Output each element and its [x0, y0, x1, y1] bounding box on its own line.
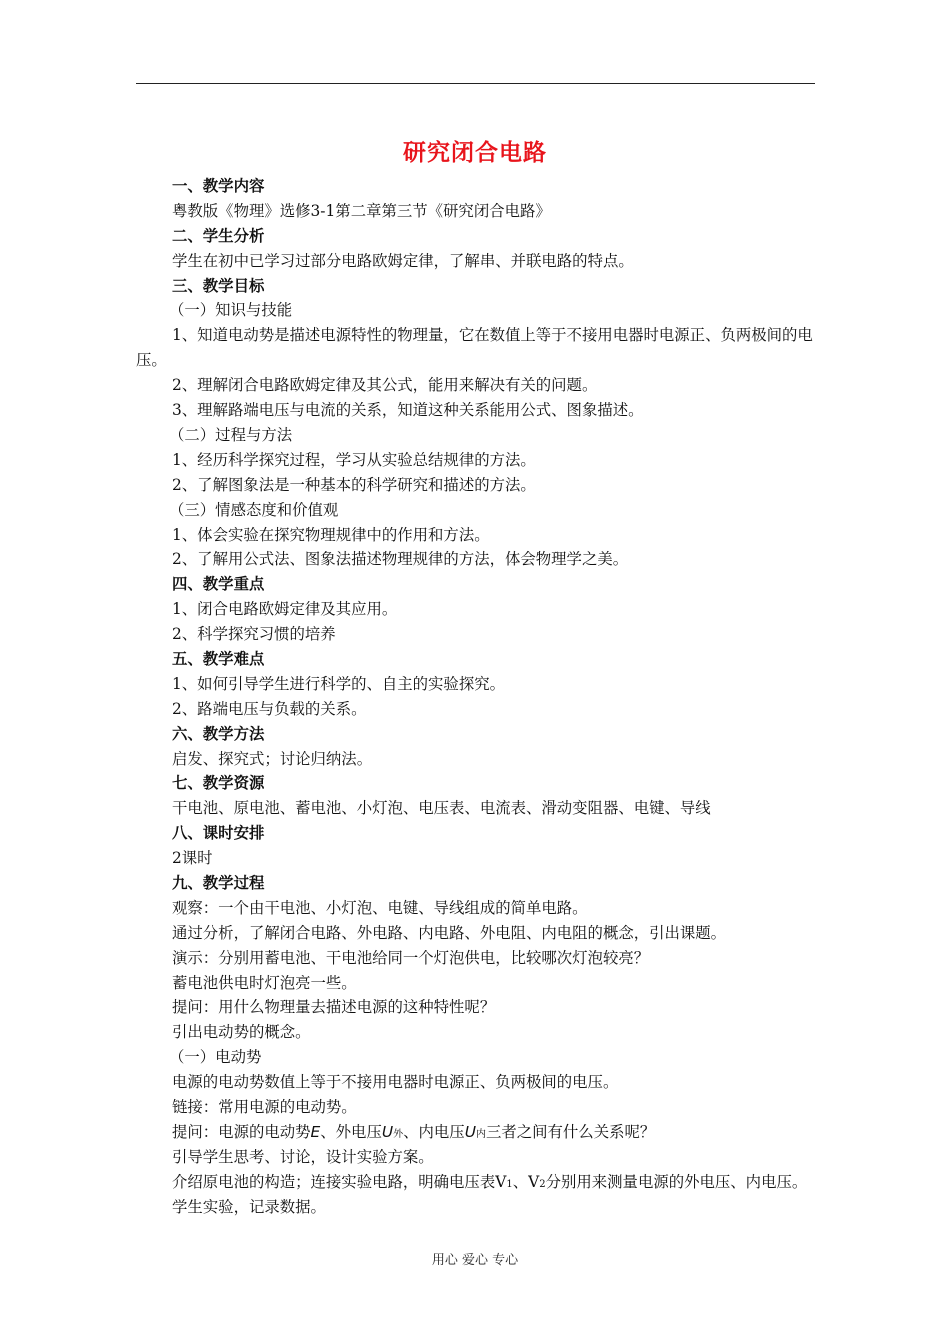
- voltmeter-line: [136, 1170, 826, 1195]
- symbol-voltage: U: [381, 1122, 394, 1141]
- list-item: 2、了解图象法是一种基本的科学研究和描述的方法。: [172, 475, 536, 494]
- section-heading-students: 二、学生分析: [172, 226, 265, 245]
- paragraph: 2课时: [172, 849, 213, 868]
- subscript: 2: [539, 1178, 546, 1190]
- symbol-voltage: U: [464, 1122, 476, 1141]
- list-item: 2、科学探究习惯的培养: [172, 625, 336, 644]
- section-heading-process: 九、教学过程: [172, 873, 265, 892]
- list-item: 1、知道电动势是描述电源特性的物理量，它在数值上等于不接用电器时电源正、负两极间的电压。: [136, 326, 813, 370]
- section-heading-content: 一、教学内容: [172, 177, 265, 195]
- text-run: 、外电压: [320, 1122, 382, 1141]
- list-item: 1、经历科学探究过程，学习从实验总结规律的方法。: [172, 450, 536, 469]
- page-title: 研究闭合电路: [403, 140, 547, 166]
- subheading: （二）过程与方法: [169, 425, 293, 444]
- section-heading-difficulties: 五、教学难点: [172, 649, 265, 668]
- list-item: 1、如何引导学生进行科学的、自主的实验探究。: [172, 674, 505, 693]
- text-run: 分别用来测量电源的外电压、内电压。: [545, 1172, 808, 1191]
- list-item: 1、体会实验在探究物理规律中的作用和方法。: [172, 525, 490, 544]
- paragraph: 通过分析，了解闭合电路、外电路、内电路、外电阻、内电阻的概念，引出课题。: [172, 923, 727, 942]
- paragraph: 蓄电池供电时灯泡亮一些。: [172, 973, 357, 992]
- section-heading-schedule: 八、课时安排: [172, 824, 265, 843]
- list-item: 1、闭合电路欧姆定律及其应用。: [172, 600, 398, 619]
- subheading: （三）情感态度和价值观: [169, 500, 339, 519]
- paragraph: 观察：一个由干电池、小灯泡、电键、导线组成的简单电路。: [172, 898, 588, 917]
- symbol-emf: E: [310, 1122, 321, 1141]
- text-run: 提问：电源的电动势: [172, 1122, 311, 1141]
- paragraph: 引导学生思考、讨论，设计实验方案。: [172, 1147, 434, 1166]
- paragraph: 学生在初中已学习过部分电路欧姆定律，了解串、并联电路的特点。: [172, 251, 634, 270]
- section-heading-resources: 七、教学资源: [172, 774, 265, 793]
- text-run: 、内电压: [403, 1122, 465, 1141]
- paragraph: 链接：常用电源的电动势。: [172, 1097, 357, 1116]
- subheading: （一）电动势: [169, 1048, 262, 1067]
- list-item: 2、理解闭合电路欧姆定律及其公式，能用来解决有关的问题。: [172, 376, 598, 395]
- document-body: [136, 174, 826, 1219]
- subscript: 外: [393, 1128, 404, 1140]
- subscript: 内: [475, 1128, 486, 1140]
- list-item: 2、了解用公式法、图象法描述物理规律的方法，体会物理学之美。: [172, 550, 629, 569]
- list-item: 2、路端电压与负载的关系。: [172, 699, 367, 718]
- paragraph: 粤教版《物理》选修3-1第二章第三节《研究闭合电路》: [172, 201, 551, 220]
- paragraph: 启发、探究式；讨论归纳法。: [172, 749, 373, 768]
- text-run: 三者之间有什么关系呢？: [485, 1122, 656, 1141]
- section-heading-methods: 六、教学方法: [172, 724, 265, 743]
- subscript: 1: [506, 1178, 513, 1190]
- text-run: 介绍原电池的构造；连接实验电路，明确电压表V: [172, 1172, 507, 1191]
- paragraph: 演示：分别用蓄电池、干电池给同一个灯泡供电，比较哪次灯泡较亮？: [172, 948, 650, 967]
- paragraph: 提问：用什么物理量去描述电源的这种特性呢？: [172, 998, 496, 1017]
- paragraph: 学生实验，记录数据。: [172, 1197, 326, 1216]
- paragraph: 电源的电动势数值上等于不接用电器时电源正、负两极间的电压。: [172, 1073, 619, 1092]
- section-heading-key-points: 四、教学重点: [172, 575, 265, 594]
- paragraph: 引出电动势的概念。: [172, 1023, 311, 1042]
- paragraph: 干电池、原电池、蓄电池、小灯泡、电压表、电流表、滑动变阻器、电键、导线: [172, 799, 711, 818]
- question-line: [136, 1120, 826, 1145]
- page-footer: 用心 爱心 专心: [431, 1253, 519, 1268]
- subheading: （一）知识与技能: [169, 301, 293, 320]
- header-rule: [136, 83, 815, 84]
- list-item: 3、理解路端电压与电流的关系，知道这种关系能用公式、图象描述。: [172, 401, 644, 420]
- section-heading-goals: 三、教学目标: [172, 276, 265, 295]
- text-run: 、V: [512, 1172, 540, 1191]
